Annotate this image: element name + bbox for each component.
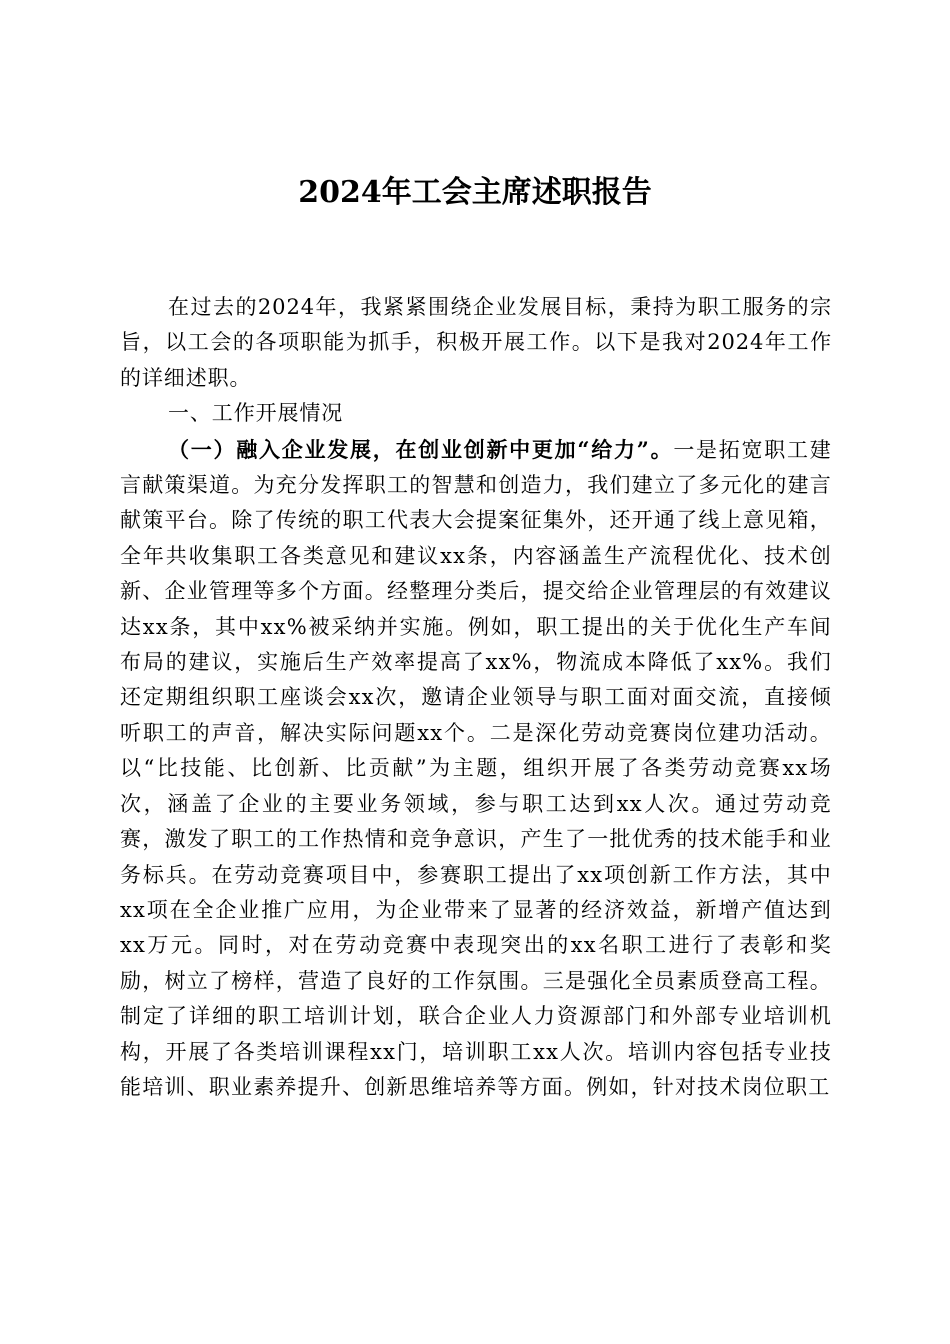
intro-paragraph: 在过去的2024年，我紧紧围绕企业发展目标，秉持为职工服务的宗旨，以工会的各项职能为抓手，积极开展工作。以下是我对2024年工作的详细述职。 (120, 295, 832, 390)
subsection-body: 一是拓宽职工建言献策渠道。为充分发挥职工的智慧和创造力，我们建立了多元化的建言献策平台。除了传统的职工代表大会提案征集外，还开通了线上意见箱，全年共收集职工各类意见和建议xx条，内容涵盖生产流程优化、技术创新、企业管理等多个方面。经整理分类后，提交给企业管理层的有效建议达xx条，其中xx%被采纳并实施。例如，职工提出的关于优化生产车间布局的建议，实施后生产效率提高了xx%，物流成本降低了xx%。我们还定期组织职工座谈会xx次，邀请企业领导与职工面对面交流，直接倾听职工的声音，解决实际问题xx个。二是深化劳动竞赛岗位建功活动。以“比技能、比创新、比贡献”为主题，组织开展了各类劳动竞赛xx场次，涵盖了企业的主要业务领域，参与职工达到xx人次。通过劳动竞赛，激发了职工的工作热情和竞争意识，产生了一批优秀的技术能手和业务标兵。在劳动竞赛项目中，参赛职工提出了xx项创新工作方法，其中xx项在全企业推广应用，为企业带来了显著的经济效益，新增产值达到xx万元。同时，对在劳动竞赛中表现突出的xx名职工进行了表彰和奖励，树立了榜样，营造了良好的工作氛围。三是强化全员素质登高工程。制定了详细的职工培训计划，联合企业人力资源部门和外部专业培训机构，开展了各类培训课程xx门，培训职工xx人次。培训内容包括专业技能培训、职业素养提升、创新思维培养等方面。例如，针对技术岗位职工 (120, 437, 832, 1099)
section-heading: 一、工作开展情况 (168, 401, 344, 426)
document-title: 2024年工会主席述职报告 (298, 175, 652, 210)
subsection-paragraph (120, 432, 832, 1106)
document-body (120, 290, 832, 1105)
subsection-heading: （一）融入企业发展，在创业创新中更加“给力”。 (168, 436, 674, 462)
